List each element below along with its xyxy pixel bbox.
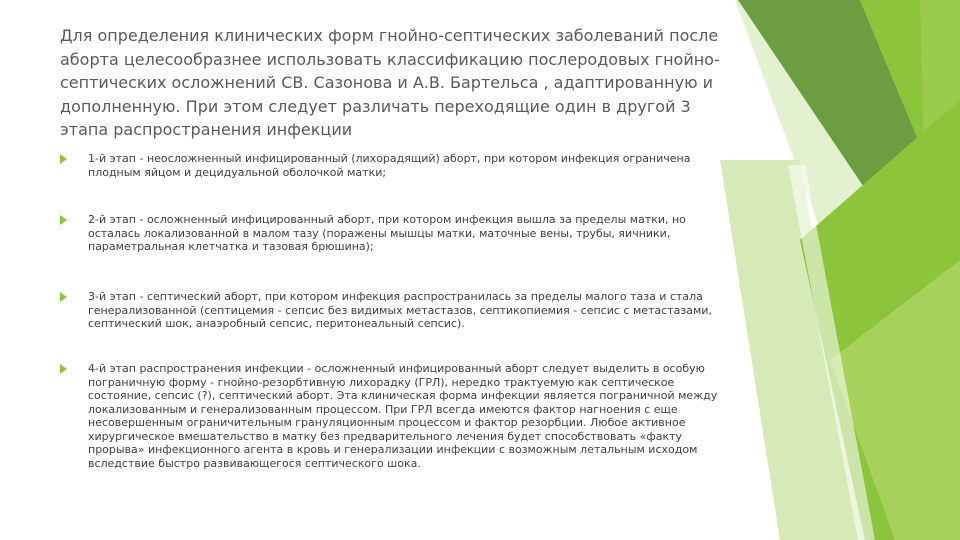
bullet-arrow-icon [60,215,67,225]
bullet-text-3: 3-й этап - септический аборт, при котором инфекция распространилась за пределы малого таза и стала генерализованной (септицемия - сепсис без видимых метастазов, септикопиемия - сепсис с метастазами, септический шок, анаэробный сепсис, перитонеальный сепсис). [88,290,712,330]
bullet-item-1 [60,152,725,179]
bullet-text-4: 4-й этап распространения инфекции - осложненный инфицированный аборт следует выделить в особую пограничную форму - гнойно-резорбтивную лихорадку (ГРЛ), нередко трактуемую как септическое состояние, сепсис (?), септический аборт. Эта клиническая форма инфекции является пограничной между локализованным и генерализованным процессом. При ГРЛ всегда имеются фактор нагноения с еще несовершенным ограничительным грануляционным процессом и фактор резорбции. Любое активное хирургическое вмешательство в матку без предварительного лечения будет способствовать «факту прорыва» инфекционного агента в кровь и генерализации инфекции с возможным летальным исходом вследствие быстро развивающегося септического шока. [88,362,718,470]
bullet-arrow-icon [60,292,67,302]
bullet-item-4 [60,362,725,470]
bullet-item-3 [60,290,725,331]
bullet-arrow-icon [60,364,67,374]
slide-title: Для определения клинических форм гнойно-септических заболеваний после аборта целесообразнее использовать классификацию послеродовых гнойно-септических осложнений СВ. Сазонова и А.В. Бартельса , адаптированную и дополненную. При этом следует различать переходящие один в другой 3 этапа распространения инфекции [60,26,720,139]
bullet-text-2: 2-й этап - осложненный инфицированный аборт, при котором инфекция вышла за пределы матки, но осталась локализованной в малом тазу (поражены мышцы матки, маточные вены, трубы, яичники, параметральная клетчатка и тазовая брюшина); [88,213,686,253]
bullet-text-1: 1-й этап - неосложненный инфицированный (лихорадящий) аборт, при котором инфекция ограничена плодным яйцом и децидуальной оболочкой матки; [88,152,691,179]
bullet-arrow-icon [60,154,67,164]
bullet-item-2 [60,213,725,254]
